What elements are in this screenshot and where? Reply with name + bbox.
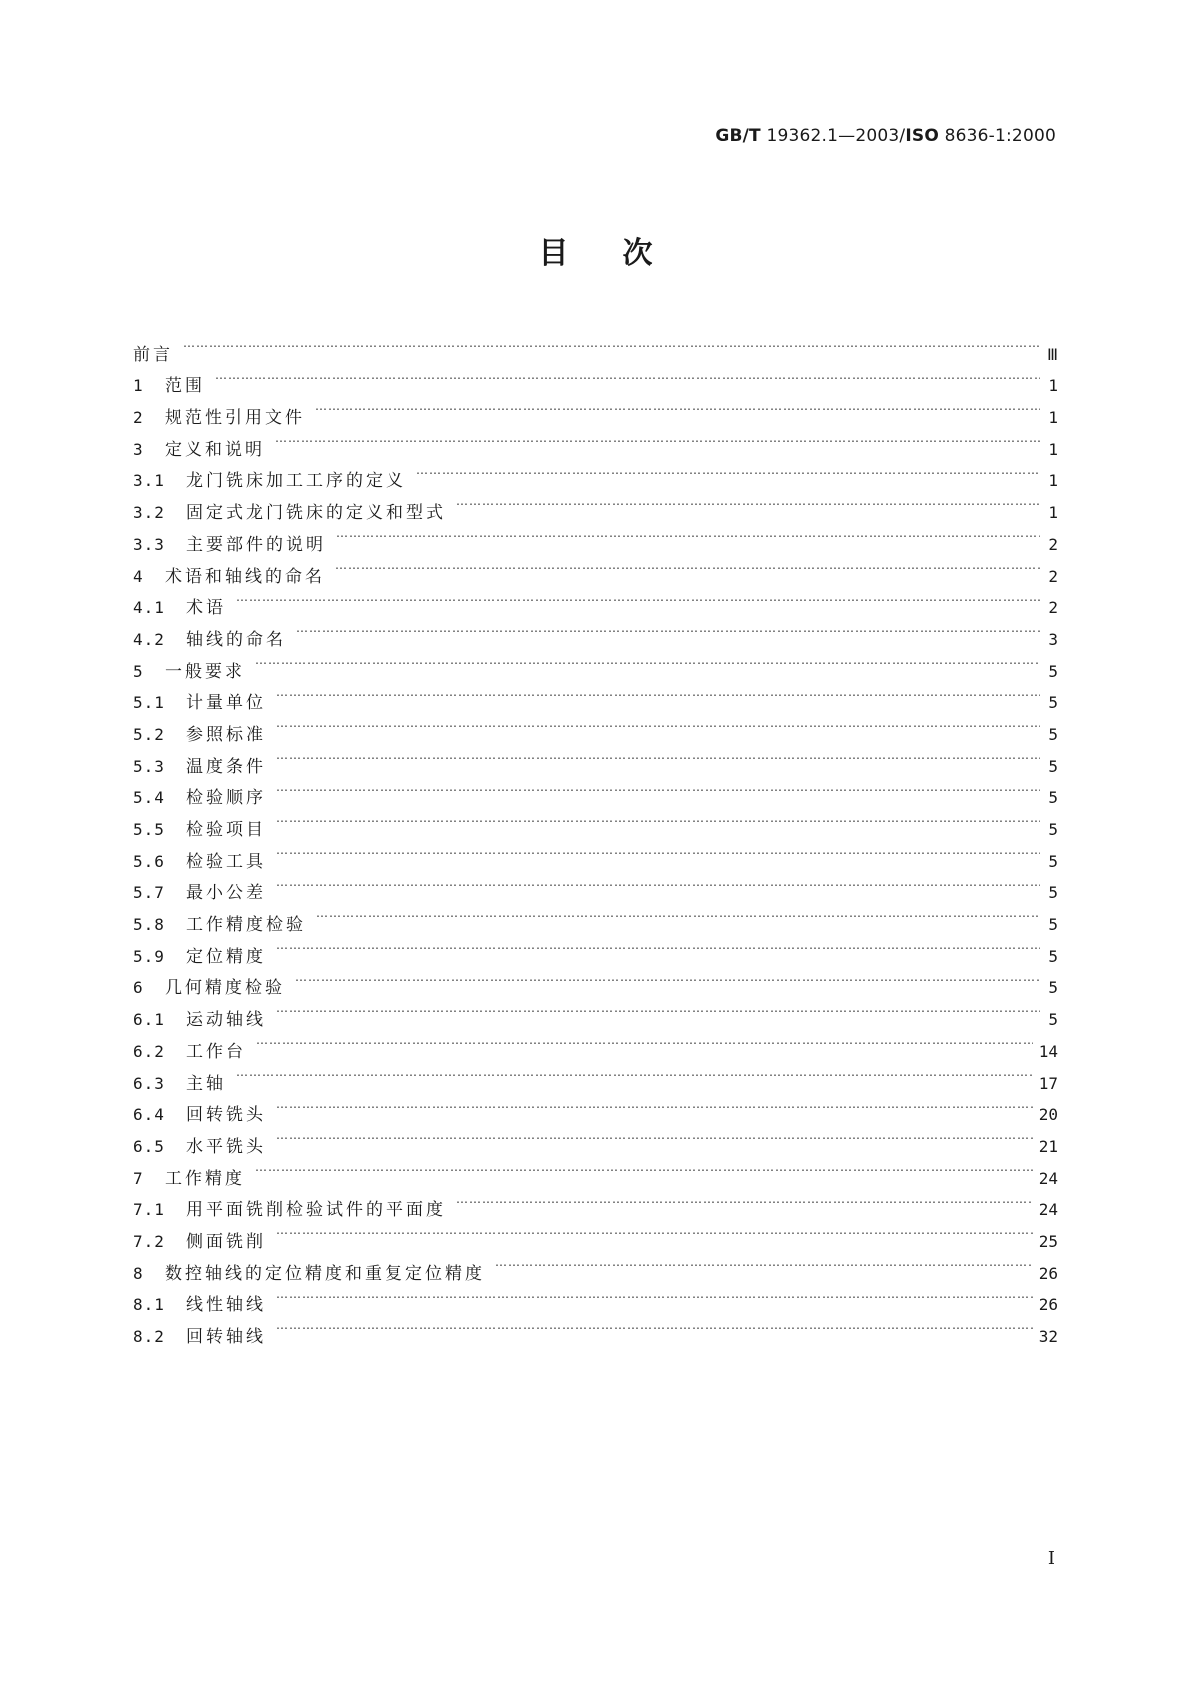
dot-leader bbox=[295, 962, 1040, 994]
toc-entry-title: 龙门铣床加工工序的定义 bbox=[186, 471, 406, 492]
toc-entry[interactable] bbox=[133, 1247, 1058, 1284]
toc-entry-title: 计量单位 bbox=[186, 693, 266, 714]
toc-entry[interactable] bbox=[133, 867, 1058, 904]
toc-entry-page: 21 bbox=[1038, 1136, 1058, 1156]
toc-entry[interactable] bbox=[133, 677, 1058, 714]
toc-entry-title: 前言 bbox=[133, 344, 173, 365]
dot-leader bbox=[416, 455, 1040, 487]
toc-entry-number: 4.2 bbox=[133, 629, 165, 649]
dot-leader bbox=[275, 423, 1040, 455]
toc-entry-page: 25 bbox=[1038, 1231, 1058, 1251]
dot-leader bbox=[276, 867, 1040, 899]
dot-leader bbox=[335, 550, 1040, 582]
toc-entry[interactable] bbox=[133, 835, 1058, 872]
toc-entry-page: 5 bbox=[1048, 661, 1058, 681]
toc-entry-page: 20 bbox=[1038, 1105, 1058, 1125]
toc-entry-title: 固定式龙门铣床的定义和型式 bbox=[186, 503, 446, 524]
toc-entry-page: 1 bbox=[1048, 408, 1058, 428]
table-of-contents bbox=[133, 328, 1058, 1347]
toc-entry[interactable] bbox=[133, 898, 1058, 936]
dot-leader bbox=[276, 993, 1040, 1025]
toc-entry-page: Ⅲ bbox=[1046, 344, 1058, 364]
toc-entry-title: 检验顺序 bbox=[186, 788, 266, 809]
toc-entry-page: 5 bbox=[1048, 946, 1058, 966]
toc-entry-title: 侧面铣削 bbox=[186, 1231, 266, 1252]
toc-entry-title: 范围 bbox=[165, 376, 205, 397]
dot-leader bbox=[276, 1215, 1033, 1247]
dot-leader bbox=[255, 1152, 1033, 1184]
dot-leader bbox=[183, 328, 1040, 360]
toc-entry-number: 5.3 bbox=[133, 756, 165, 776]
toc-entry[interactable] bbox=[133, 1025, 1058, 1062]
toc-entry-number: 3 bbox=[133, 439, 144, 459]
toc-entry-number: 5.6 bbox=[133, 851, 165, 871]
toc-entry-title: 主要部件的说明 bbox=[186, 534, 326, 555]
toc-entry-number: 5.8 bbox=[133, 915, 165, 935]
iso-number: 8636-1:2000 bbox=[938, 126, 1056, 146]
toc-entry-page: 5 bbox=[1048, 851, 1058, 871]
dot-leader bbox=[255, 645, 1040, 677]
iso-prefix: ISO bbox=[905, 126, 939, 146]
toc-entry-title: 最小公差 bbox=[186, 883, 266, 904]
toc-entry-page: 1 bbox=[1048, 439, 1058, 459]
dot-leader bbox=[276, 677, 1040, 709]
toc-entry[interactable] bbox=[133, 772, 1058, 809]
standard-number bbox=[715, 126, 1056, 146]
dot-leader bbox=[276, 1310, 1033, 1342]
toc-entry-page: 5 bbox=[1048, 788, 1058, 808]
toc-entry-number: 3.1 bbox=[133, 471, 165, 491]
dot-leader bbox=[276, 708, 1040, 740]
toc-entry-number: 6.5 bbox=[133, 1136, 165, 1156]
std-number: 19362.1—2003/ bbox=[760, 126, 906, 146]
dot-leader bbox=[276, 1120, 1033, 1152]
toc-entry-page: 24 bbox=[1038, 1168, 1058, 1188]
toc-entry-number: 7 bbox=[133, 1168, 144, 1188]
toc-entry-title: 回转铣头 bbox=[186, 1105, 266, 1126]
toc-entry[interactable] bbox=[133, 803, 1058, 840]
toc-entry-number: 5 bbox=[133, 661, 144, 681]
toc-entry-page: 24 bbox=[1038, 1200, 1058, 1220]
toc-entry[interactable] bbox=[133, 645, 1058, 682]
toc-entry-title: 水平铣头 bbox=[186, 1136, 266, 1157]
dot-leader bbox=[276, 1089, 1033, 1121]
toc-entry[interactable] bbox=[133, 328, 1058, 365]
toc-entry[interactable] bbox=[133, 962, 1058, 999]
dot-leader bbox=[336, 518, 1040, 550]
toc-entry-page: 26 bbox=[1038, 1295, 1058, 1315]
toc-entry-title: 一般要求 bbox=[165, 661, 245, 682]
dot-leader bbox=[276, 740, 1040, 772]
toc-entry-page: 5 bbox=[1048, 883, 1058, 903]
toc-entry-page: 2 bbox=[1048, 566, 1058, 586]
toc-entry-page: 5 bbox=[1048, 724, 1058, 744]
toc-entry-title: 术语 bbox=[186, 598, 226, 619]
dot-leader bbox=[276, 772, 1040, 804]
toc-entry-title: 工作精度 bbox=[165, 1168, 245, 1189]
toc-entry-number: 3.3 bbox=[133, 534, 165, 554]
toc-entry-number: 5.1 bbox=[133, 693, 165, 713]
toc-entry-title: 数控轴线的定位精度和重复定位精度 bbox=[165, 1263, 485, 1284]
toc-entry-number: 6.2 bbox=[133, 1041, 165, 1061]
toc-entry[interactable] bbox=[133, 1057, 1058, 1094]
toc-entry-number: 5.2 bbox=[133, 724, 165, 744]
toc-entry-page: 32 bbox=[1038, 1327, 1058, 1346]
toc-entry-page: 3 bbox=[1048, 629, 1058, 649]
dot-leader bbox=[276, 835, 1040, 867]
toc-entry[interactable] bbox=[133, 1120, 1058, 1157]
toc-entry-number: 5.5 bbox=[133, 820, 165, 839]
toc-entry-page: 5 bbox=[1048, 820, 1058, 839]
toc-entry-title: 规范性引用文件 bbox=[165, 408, 305, 429]
toc-entry-title: 回转轴线 bbox=[186, 1327, 266, 1347]
toc-entry-page: 1 bbox=[1048, 471, 1058, 491]
toc-entry-page: 2 bbox=[1048, 534, 1058, 554]
toc-entry-title: 几何精度检验 bbox=[165, 978, 285, 999]
page-title: 目次 bbox=[538, 236, 707, 271]
toc-entry-number: 3.2 bbox=[133, 503, 165, 523]
dot-leader bbox=[276, 803, 1040, 835]
toc-entry[interactable] bbox=[133, 360, 1058, 397]
toc-entry[interactable] bbox=[133, 582, 1058, 619]
toc-entry-title: 轴线的命名 bbox=[186, 629, 286, 650]
toc-entry-page: 26 bbox=[1038, 1263, 1058, 1283]
toc-entry-title: 术语和轴线的命名 bbox=[165, 566, 325, 587]
toc-entry-number: 7.1 bbox=[133, 1200, 165, 1220]
toc-entry-title: 工作台 bbox=[186, 1041, 246, 1062]
toc-entry-title: 线性轴线 bbox=[186, 1295, 266, 1316]
toc-entry-number: 6.3 bbox=[133, 1073, 165, 1093]
toc-entry-number: 5.7 bbox=[133, 883, 165, 903]
toc-entry-number: 5.9 bbox=[133, 946, 165, 966]
dot-leader bbox=[236, 582, 1040, 614]
toc-entry-title: 检验工具 bbox=[186, 851, 266, 872]
dot-leader bbox=[315, 391, 1040, 423]
toc-entry-page: 5 bbox=[1048, 915, 1058, 935]
toc-entry-number: 2 bbox=[133, 408, 144, 428]
page-number: Ⅰ bbox=[1047, 1548, 1055, 1569]
toc-entry-number: 8.1 bbox=[133, 1295, 165, 1315]
toc-entry-title: 检验项目 bbox=[186, 820, 266, 840]
toc-entry-title: 定义和说明 bbox=[165, 439, 265, 460]
toc-entry-number: 4.1 bbox=[133, 598, 165, 618]
std-prefix: GB/T bbox=[715, 126, 761, 146]
toc-entry-page: 2 bbox=[1048, 598, 1058, 618]
toc-entry-page: 5 bbox=[1048, 978, 1058, 998]
dot-leader bbox=[296, 613, 1040, 645]
dot-leader bbox=[256, 1025, 1033, 1057]
toc-entry-title: 定位精度 bbox=[186, 946, 266, 967]
toc-entry-title: 温度条件 bbox=[186, 756, 266, 777]
toc-entry-title: 参照标准 bbox=[186, 724, 266, 745]
toc-entry[interactable] bbox=[133, 708, 1058, 745]
toc-entry-page: 17 bbox=[1038, 1073, 1058, 1093]
dot-leader bbox=[456, 486, 1040, 518]
toc-entry[interactable] bbox=[133, 1152, 1058, 1189]
dot-leader bbox=[456, 1184, 1033, 1216]
toc-entry-number: 8.2 bbox=[133, 1327, 165, 1346]
toc-entry-page: 5 bbox=[1048, 1010, 1058, 1030]
toc-entry-page: 1 bbox=[1048, 376, 1058, 396]
toc-entry[interactable] bbox=[133, 1310, 1058, 1347]
toc-entry-number: 8 bbox=[133, 1263, 144, 1283]
toc-entry-page: 5 bbox=[1048, 693, 1058, 713]
dot-leader bbox=[215, 360, 1040, 392]
dot-leader bbox=[316, 898, 1040, 930]
toc-entry-number: 6.1 bbox=[133, 1010, 165, 1030]
toc-entry[interactable] bbox=[133, 455, 1058, 492]
toc-entry-title: 运动轴线 bbox=[186, 1010, 266, 1031]
toc-entry[interactable] bbox=[133, 613, 1058, 650]
toc-entry-number: 6.4 bbox=[133, 1105, 165, 1125]
toc-entry[interactable] bbox=[133, 391, 1058, 429]
toc-entry-number: 7.2 bbox=[133, 1231, 165, 1251]
toc-entry[interactable] bbox=[133, 1184, 1058, 1221]
dot-leader bbox=[276, 1279, 1033, 1311]
toc-entry-page: 14 bbox=[1038, 1041, 1058, 1061]
toc-entry-number: 5.4 bbox=[133, 788, 165, 808]
dot-leader bbox=[276, 930, 1040, 962]
toc-entry[interactable] bbox=[133, 1089, 1058, 1126]
toc-entry-title: 用平面铣削检验试件的平面度 bbox=[186, 1200, 446, 1221]
toc-entry-page: 1 bbox=[1048, 503, 1058, 523]
dot-leader bbox=[495, 1247, 1033, 1279]
toc-entry-page: 5 bbox=[1048, 756, 1058, 776]
toc-entry-title: 工作精度检验 bbox=[186, 915, 306, 936]
toc-entry[interactable] bbox=[133, 740, 1058, 777]
toc-entry-number: 1 bbox=[133, 376, 144, 396]
dot-leader bbox=[236, 1057, 1033, 1089]
toc-entry-title: 主轴 bbox=[186, 1073, 226, 1094]
toc-entry-number: 4 bbox=[133, 566, 144, 586]
toc-entry-number: 6 bbox=[133, 978, 144, 998]
